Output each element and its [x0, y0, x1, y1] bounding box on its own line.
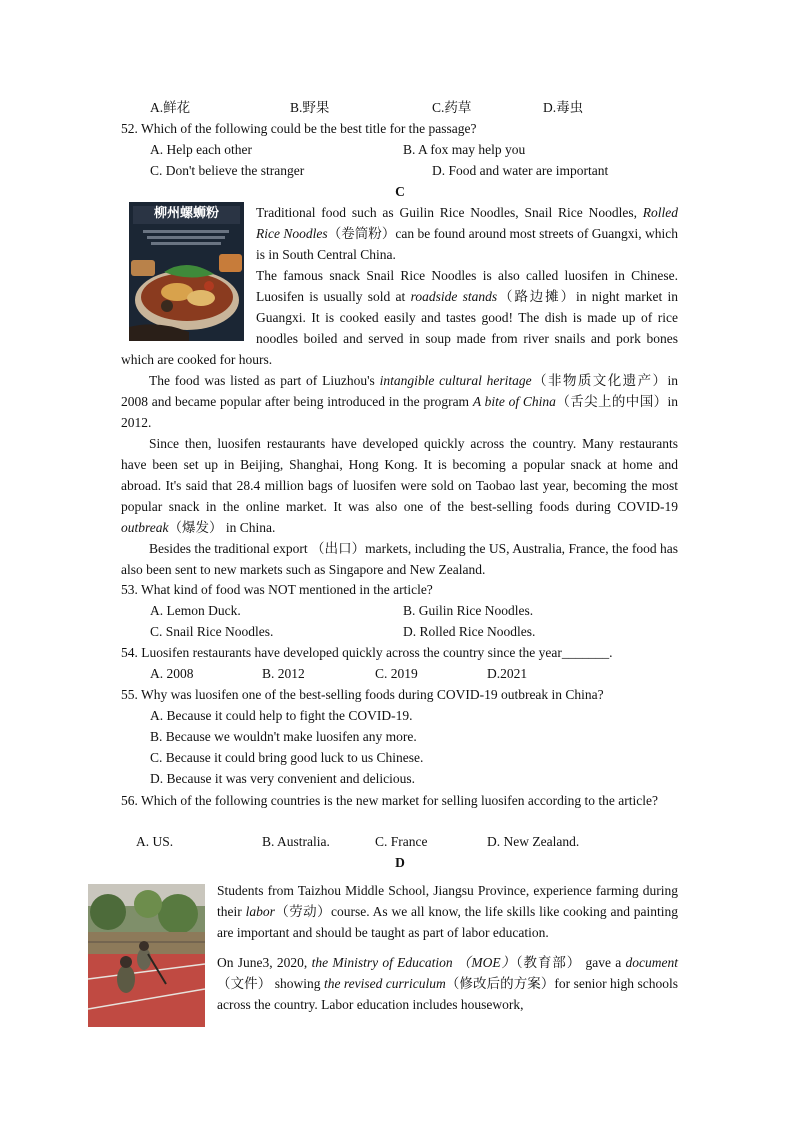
q52-option-d: D. Food and water are important	[432, 163, 609, 178]
q54-option-c: C. 2019	[375, 666, 418, 681]
q51-option-c: C.药草	[432, 100, 472, 115]
p4-term-outbreak: outbreak	[121, 520, 169, 535]
section-c-paragraph-5: Besides the traditional export （出口）markets, including the US, Australia, France, the food has also been sent to new markets such as Singapore and New Zealand.	[121, 541, 678, 577]
q54-option-a: A. 2008	[150, 666, 194, 681]
q52-option-b: B. A fox may help you	[403, 142, 526, 157]
section-d-paragraph-2	[217, 952, 678, 1015]
p1-text-c: （卷筒粉）can be found around most streets of Guangxi, which is in South Central China.	[256, 226, 679, 262]
q52-option-a: A. Help each other	[150, 142, 252, 157]
p4-text-a: Since then, luosifen restaurants have developed quickly across the country. Many restaurants have been set up in Beijing, Shanghai, Hong Kong. It is becoming a popular snack at home and abroad. It's said that 28.4 million bags of luosifen were sold on Taobao last year, becoming the most popular snack in the online market. It was also one of the best-selling foods during COVID-19	[121, 436, 678, 514]
d-p2-text-c: （教育部） gave a	[515, 955, 626, 970]
section-c-label: C	[395, 184, 405, 199]
section-c-paragraph-4	[121, 433, 678, 538]
p2-term-roadside-stands: roadside stands	[410, 289, 498, 304]
d-p2-term-document: document	[625, 955, 678, 970]
farming-students-photo	[88, 884, 205, 1027]
q52-option-c: C. Don't believe the stranger	[150, 163, 305, 178]
q54-option-d: D.2021	[487, 666, 528, 681]
q53-option-a: A. Lemon Duck.	[150, 603, 241, 618]
luosifen-image-title: 柳州螺蛳粉	[153, 206, 219, 221]
farming-photo-illustration	[88, 884, 205, 1027]
d-p2-text-g: （修改后的方案）for senior high schools across the country. Labor education includes housework,	[217, 976, 678, 1012]
section-c-paragraph-1	[256, 202, 678, 265]
q53-option-c: C. Snail Rice Noodles.	[150, 624, 274, 639]
d-p2-term-ministry: the Ministry of Education （MOE）	[311, 955, 516, 970]
p2-text-c: （路边摊）in night market in Guangxi. It is cooked easily and tastes good! The dish is made up of rice noodles boiled and served in soup made from river snails and pork bones which are cooked for hours.	[121, 289, 678, 367]
q54-option-b: B. 2012	[262, 666, 305, 681]
d-p1-text-c: （劳动）course. As we all know, the life skills like cooking and painting are important and should be taught as part of labor education.	[217, 904, 679, 940]
p3-text-a: The food was listed as part of Liuzhou's	[149, 373, 380, 388]
section-d-label: D	[395, 855, 405, 870]
q52-question: 52. Which of the following could be the best title for the passage?	[121, 121, 477, 136]
q53-option-b: B. Guilin Rice Noodles.	[403, 603, 534, 618]
q56-option-c: C. France	[375, 834, 428, 849]
p1-term-rolled-rice-noodles: Rolled Rice Noodles	[256, 205, 678, 241]
p2-text-a: The famous snack Snail Rice Noodles is also called luosifen in Chinese. Luosifen is usually sold at	[256, 268, 678, 304]
section-c-paragraph-2	[121, 265, 678, 370]
p3-term-program: A bite of China	[472, 394, 556, 409]
d-p1-text-a: Students from Taizhou Middle School, Jiangsu Province, experience farming during their	[217, 883, 678, 919]
image-wrap-spacer	[121, 265, 256, 349]
q55-option-d: D. Because it was very convenient and delicious.	[150, 771, 416, 786]
p1-text-a: Traditional food such as Guilin Rice Noodles, Snail Rice Noodles,	[256, 205, 643, 220]
d-p1-term-labor: labor	[245, 904, 275, 919]
section-d-paragraph-1	[217, 880, 678, 943]
d-p2-text-e: （文件） showing	[217, 976, 324, 991]
q55-question: 55. Why was luosifen one of the best-selling foods during COVID-19 outbreak in China?	[121, 687, 604, 702]
p3-text-e: （舌尖上的中国）in 2012.	[121, 394, 678, 430]
q56-question: 56. Which of the following countries is the new market for selling luosifen according to the article?	[121, 793, 658, 808]
q53-option-d: D. Rolled Rice Noodles.	[403, 624, 536, 639]
q51-option-d: D.毒虫	[543, 100, 584, 115]
q56-option-b: B. Australia.	[262, 834, 330, 849]
q53-question: 53. What kind of food was NOT mentioned in the article?	[121, 582, 433, 597]
q56-option-d: D. New Zealand.	[487, 834, 580, 849]
q55-option-b: B. Because we wouldn't make luosifen any more.	[150, 729, 417, 744]
q51-option-a: A.鲜花	[150, 100, 191, 115]
q55-option-c: C. Because it could bring good luck to us Chinese.	[150, 750, 424, 765]
p4-text-c: （爆发） in China.	[168, 520, 276, 535]
q55-option-a: A. Because it could help to fight the COVID-19.	[150, 708, 413, 723]
d-p2-text-a: On June3, 2020,	[217, 955, 312, 970]
q56-option-a: A. US.	[136, 834, 174, 849]
section-c-paragraph-3	[121, 370, 678, 433]
d-p2-term-curriculum: the revised curriculum	[323, 976, 446, 991]
p3-term-heritage: intangible cultural heritage	[379, 373, 532, 388]
p3-text-c: （非物质文化遗产）in 2008 and became popular after being introduced in the program	[121, 373, 678, 409]
q54-question: 54. Luosifen restaurants have developed quickly across the country since the year_______.	[121, 645, 613, 660]
q51-option-b: B.野果	[290, 100, 330, 115]
